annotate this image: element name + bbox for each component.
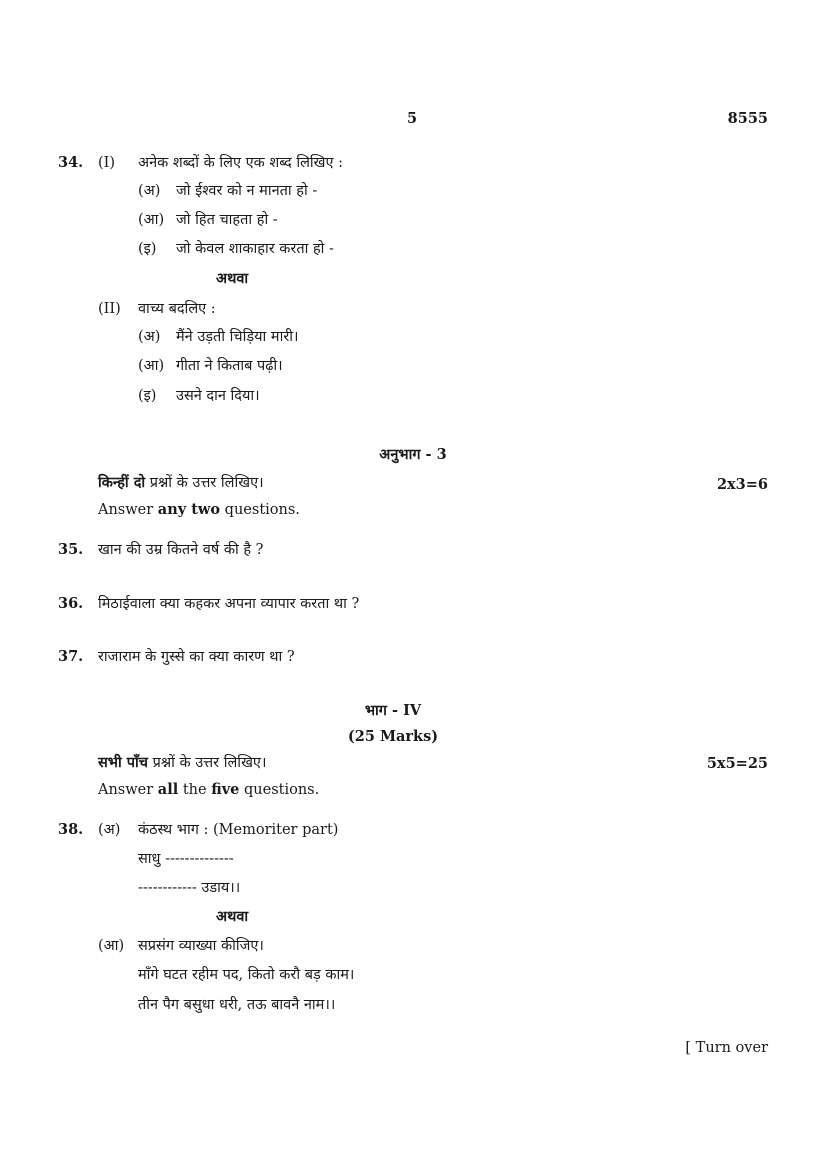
item-text: मैंने उड़ती चिड़िया मारी। [176,329,299,345]
part-marks-total: (25 Marks) [347,728,439,745]
instruction-bold: सभी पाँच [98,754,148,771]
part-roman: (I) [98,155,116,171]
question-text: वाच्य बदलिए : [138,301,216,317]
en-mid: the [178,782,212,798]
item-marker: (अ) [98,822,121,838]
en-pre: Answer [98,782,158,798]
item-marker: (इ) [138,241,157,257]
couplet-line: तीन पैग बसुधा धरी, तऊ बावनै नाम।। [138,997,336,1013]
instruction-english [98,501,300,519]
item-text: गीता ने किताब पढ़ी। [176,358,283,374]
item-text: जो हित चाहता हो - [176,212,278,228]
item-marker: (आ) [98,938,125,954]
item-text: जो ईश्वर को न मानता हो - [176,183,318,199]
part-heading: भाग - IV [364,702,422,719]
item-marker: (अ) [138,183,161,199]
athva-label: अथवा [216,908,249,925]
page-number: 5 [406,110,418,127]
question-text: अनेक शब्दों के लिए एक शब्द लिखिए : [138,155,344,171]
instruction-rest: प्रश्नों के उत्तर लिखिए। [148,755,267,771]
athva-label: अथवा [216,270,249,287]
item-marker: (अ) [138,329,161,345]
instruction-rest: प्रश्नों के उत्तर लिखिए। [145,475,264,491]
item-text: जो केवल शाकाहार करता हो - [176,241,334,257]
instruction-bold: किन्हीं दो [98,474,146,491]
paper-code: 8555 [727,110,768,127]
en-post: questions. [220,502,300,518]
question-number: 35. [58,541,84,558]
question-number: 34. [58,154,84,171]
item-marker: (आ) [138,212,165,228]
en-post: questions. [239,782,320,798]
question-text: कंठस्थ भाग : (Memoriter part) [138,822,339,838]
question-text: सप्रसंग व्याख्या कीजिए। [138,938,264,954]
instruction-hindi [98,474,264,492]
turn-over: [ Turn over [685,1040,768,1056]
question-number: 38. [58,821,84,838]
instruction-hindi [98,754,266,772]
item-marker: (आ) [138,358,165,374]
en-bold: any two [157,501,221,518]
memoriter-line: ------------ उडाय।। [138,880,241,896]
part-marks: 5x5=25 [706,755,768,772]
instruction-english [98,781,319,799]
section-marks: 2x3=6 [716,476,768,493]
section-heading: अनुभाग - 3 [379,446,447,463]
couplet-line: माँगे घटत रहीम पद, कितो करौ बड़ काम। [138,967,355,983]
question-text: मिठाईवाला क्या कहकर अपना व्यापार करता था ? [98,596,360,612]
question-number: 37. [58,648,84,665]
part-roman: (II) [98,301,121,317]
en-bold: all [157,781,179,798]
en-pre: Answer [98,502,158,518]
question-text: खान की उम्र कितने वर्ष की है ? [98,542,264,558]
en-bold: five [211,781,240,798]
item-text: उसने दान दिया। [176,388,260,404]
item-marker: (इ) [138,388,157,404]
memoriter-line: साधु -------------- [138,851,234,867]
question-text: राजाराम के गुस्से का क्या कारण था ? [98,649,295,665]
question-number: 36. [58,595,84,612]
